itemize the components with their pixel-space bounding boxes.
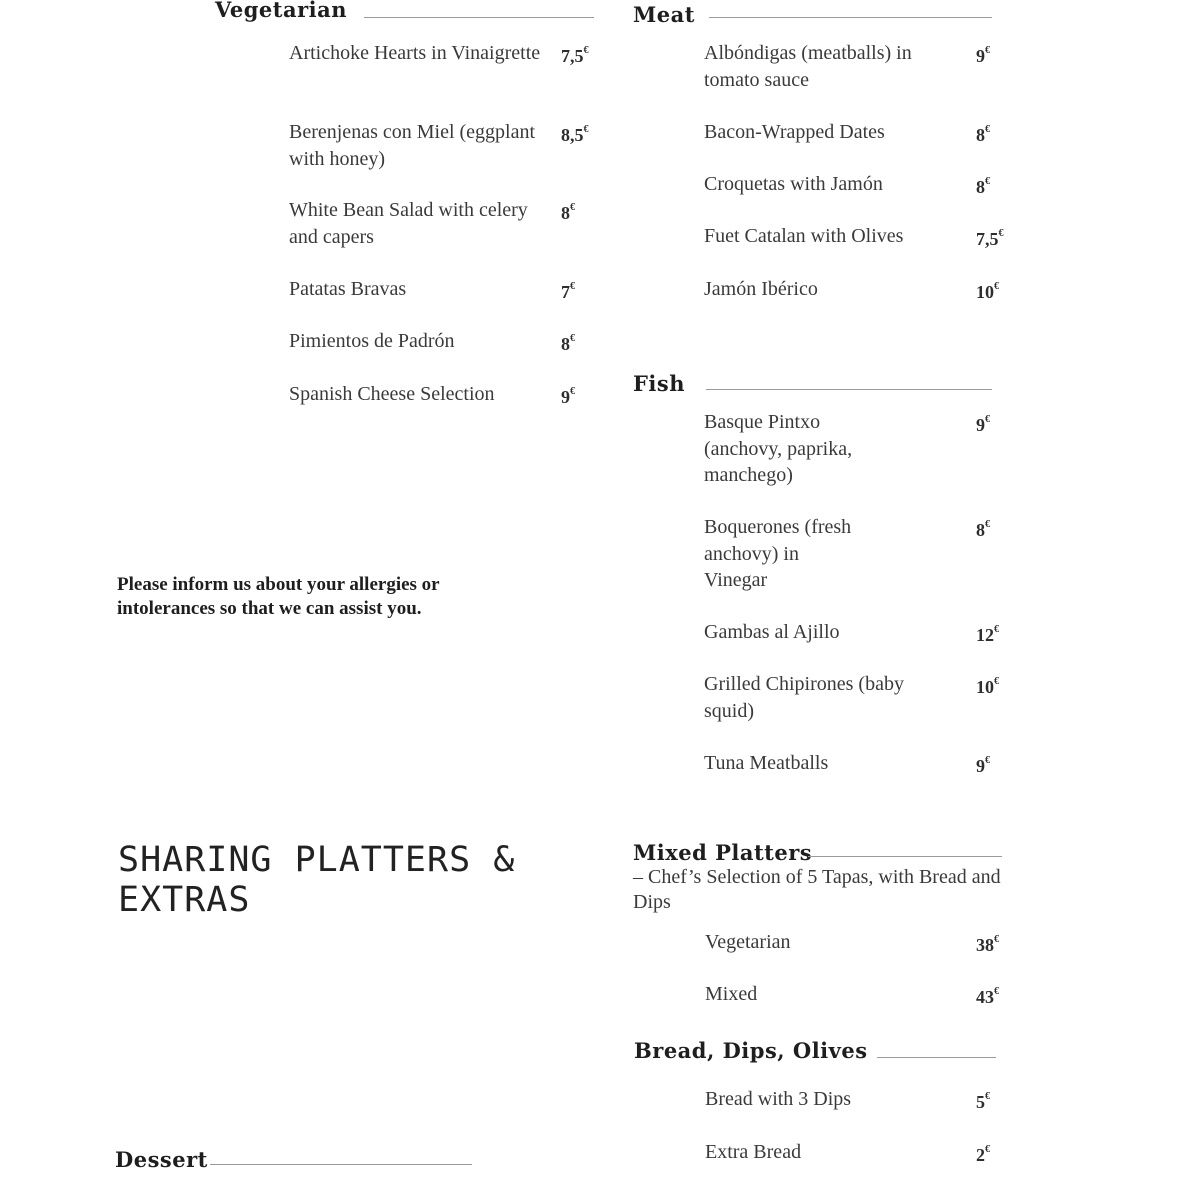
menu-item-price: 9€ [976, 414, 990, 435]
menu-item-price: 8€ [976, 124, 990, 145]
menu-item-price: 9€ [976, 45, 990, 66]
page-title-sharing-platters: SHARING PLATTERS & EXTRAS [118, 840, 516, 920]
menu-item-price: 8,5€ [561, 124, 589, 145]
menu-item-price: 8€ [976, 519, 990, 540]
menu-item-name: Patatas Bravas [289, 278, 407, 300]
menu-item-name: Bacon-Wrapped Dates [704, 121, 885, 143]
section-title-fish: Fish [633, 371, 685, 396]
menu-item-name: Berenjenas con Miel (eggplant with honey) [289, 121, 536, 170]
menu-item-name: Fuet Catalan with Olives [704, 225, 904, 247]
menu-item-name: Jamón Ibérico [704, 278, 818, 300]
menu-item-name: Pimientos de Padrón [289, 330, 455, 352]
menu-item-name: Basque Pintxo (anchovy, paprika, manchego) [704, 411, 853, 486]
section-title-mixed-platters: Mixed Platters [633, 840, 813, 865]
allergy-notice: Please inform us about your allergies or intolerances so that we can assist you. [117, 574, 440, 619]
menu-item-price: 7,5€ [976, 228, 1004, 249]
section-divider [877, 1057, 996, 1058]
menu-item-price: 8€ [976, 176, 990, 197]
menu-item-name: Croquetas with Jamón [704, 173, 883, 195]
menu-item-name: Gambas al Ajillo [704, 621, 840, 643]
section-title-vegetarian: Vegetarian [215, 0, 347, 22]
menu-item-price: 8€ [561, 202, 575, 223]
menu-item-name: Boquerones (fresh anchovy) in Vinegar [704, 516, 852, 591]
section-divider [706, 389, 992, 390]
menu-item-name: White Bean Salad with celery and capers [289, 199, 528, 248]
section-title-meat: Meat [633, 2, 695, 27]
section-divider [808, 856, 1002, 857]
menu-item-price: 43€ [976, 986, 999, 1007]
section-divider [210, 1164, 472, 1165]
menu-item-name: Mixed [705, 983, 758, 1005]
menu-item-name: Extra Bread [705, 1141, 802, 1163]
menu-item-price: 9€ [976, 755, 990, 776]
menu-item-name: Bread with 3 Dips [705, 1088, 852, 1110]
menu-item-price: 38€ [976, 934, 999, 955]
menu-item-name: Artichoke Hearts in Vinaigrette [289, 42, 541, 64]
menu-item-price: 9€ [561, 386, 575, 407]
menu-item-price: 5€ [976, 1091, 990, 1112]
menu-item-name: Grilled Chipirones (baby squid) [704, 673, 904, 722]
menu-item-name: Tuna Meatballs [704, 752, 829, 774]
menu-item-name: Vegetarian [705, 931, 791, 953]
menu-item-price: 7€ [561, 281, 575, 302]
menu-item-name: Spanish Cheese Selection [289, 383, 495, 405]
section-divider [709, 17, 992, 18]
menu-item-price: 2€ [976, 1144, 990, 1165]
section-divider [364, 17, 594, 18]
menu-item-price: 12€ [976, 624, 999, 645]
menu-item-name: Albóndigas (meatballs) in tomato sauce [704, 42, 912, 91]
menu-item-price: 8€ [561, 333, 575, 354]
section-title-dessert: Dessert [115, 1147, 208, 1172]
menu-item-price: 7,5€ [561, 45, 589, 66]
menu-item-price: 10€ [976, 676, 999, 697]
section-title-bread-dips-olives: Bread, Dips, Olives [634, 1038, 868, 1063]
mixed-platters-subtitle: – Chef’s Selection of 5 Tapas, with Bread and Dips [633, 866, 1001, 913]
menu-item-price: 10€ [976, 281, 999, 302]
